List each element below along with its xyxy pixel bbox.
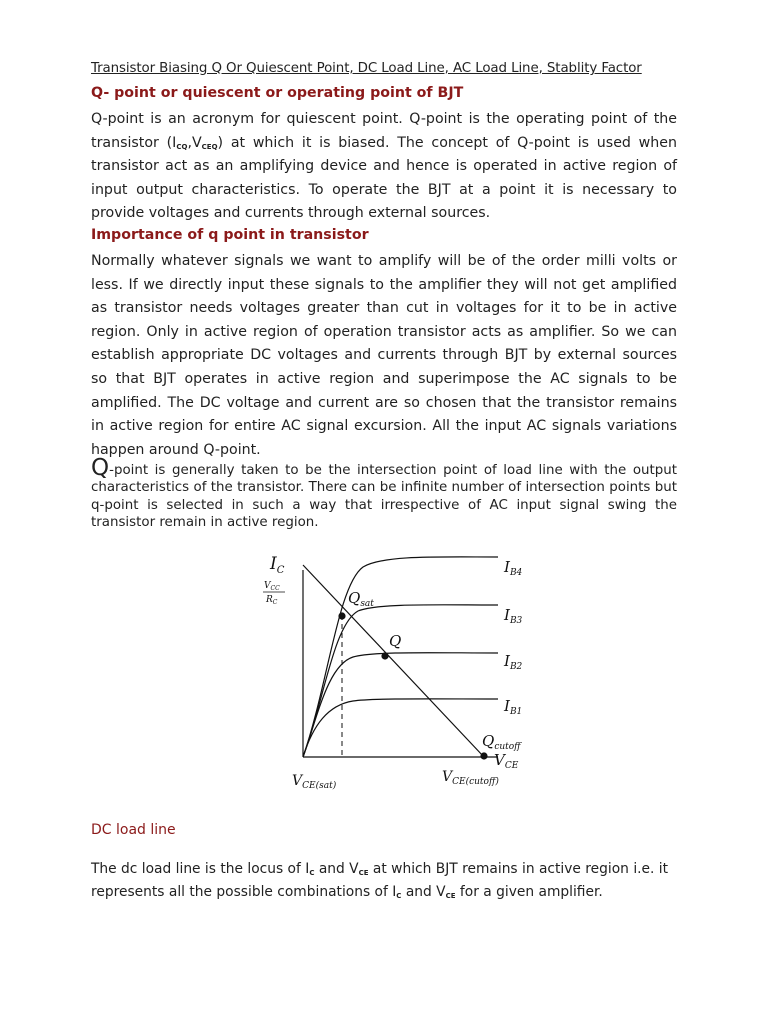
subscript: CQ	[176, 142, 188, 151]
subscript: C	[309, 869, 315, 877]
text-run: for a given amplifier.	[455, 884, 603, 900]
ib2-label: $I_{B2}$	[504, 652, 523, 672]
drop-letter: Q	[91, 455, 110, 481]
ib1-label: $I_{B1}$	[504, 697, 523, 717]
text-run: -point is generally taken to be the intersection point of load line with the output characteristics of the transistor. There can be infinite number of intersection points but q-point is selected in such a way that irrespective of AC input signal swing the transistor remain in active region.	[91, 463, 677, 530]
q-sat-point	[338, 612, 345, 619]
paragraph-q-point-definition	[91, 108, 677, 226]
load-line-figure	[258, 545, 528, 795]
text-run: ,V	[187, 134, 202, 151]
q-cutoff-label: $Q_{cutoff}$	[482, 732, 521, 752]
vce-sat-label: $V_{CE(sat)}$	[292, 773, 337, 791]
text-run: The dc load line is the locus of I	[91, 861, 310, 877]
heading-importance: Importance of q point in transistor	[91, 227, 369, 243]
subscript: CE	[358, 869, 369, 877]
y-intercept-denominator: $R_C$	[266, 595, 278, 606]
text-run: and V	[314, 861, 359, 877]
ib4-label: $I_{B4}$	[504, 558, 523, 578]
q-sat-label: $Q_{sat}$	[348, 589, 374, 609]
text-run: and V	[401, 884, 446, 900]
subscript: C	[396, 892, 402, 900]
document-title: Transistor Biasing Q Or Quiescent Point, DC Load Line, AC Load Line, Stablity Factor	[91, 61, 642, 76]
curve-ib1	[303, 699, 498, 757]
x-axis-label: $V_{CE}$	[494, 751, 519, 771]
y-axis-label: $I_C$	[270, 554, 285, 576]
paragraph-importance: Normally whatever signals we want to amplify will be of the order milli volts or less. If we directly input these signals to the amplifier they will not get amplified as transistor needs voltages greater than cut in voltages for it to be in active region. Only in active region of operation transistor acts as amplifier. So we can establish appropriate DC voltages and currents through BJT by external sources so that BJT operates in active region and superimpose the AC signals to be amplified. The DC voltage and current are so chosen that the transistor remains in active region for entire AC signal excursion. All the input AC signals variations happen around Q-point.	[91, 253, 677, 458]
dc-load-line	[303, 565, 484, 757]
paragraph-q-point-intersection	[91, 455, 677, 531]
paragraph-dc-load-line	[91, 858, 677, 904]
heading-dc-load-line: DC load line	[91, 822, 176, 838]
q-label: Q	[389, 632, 402, 650]
q-cutoff-point	[480, 752, 487, 759]
vce-cutoff-label: $V_{CE(cutoff)}$	[442, 769, 499, 787]
text-run: Q-point is an acronym for quiescent point. Q-point is the operating point of the transistor (I	[91, 111, 677, 151]
text-run: ) at which it is biased. The concept of Q-point is used when transistor act as an amplifying device and hence is operated in active region of input output characteristics. To operate the BJT at a point it is necessary to provide voltages and currents through external sources.	[91, 134, 677, 222]
heading-q-point: Q- point or quiescent or operating point of BJT	[91, 85, 464, 101]
text-run: at which BJT remains in active region i.e. it represents all the possible combinations of I	[91, 861, 669, 900]
subscript: CEQ	[201, 142, 218, 151]
subscript: CE	[445, 892, 456, 900]
ib3-label: $I_{B3}$	[504, 606, 523, 626]
y-intercept-numerator: $V_{CC}$	[264, 581, 280, 592]
curve-ib3	[303, 605, 498, 757]
q-point	[381, 652, 388, 659]
